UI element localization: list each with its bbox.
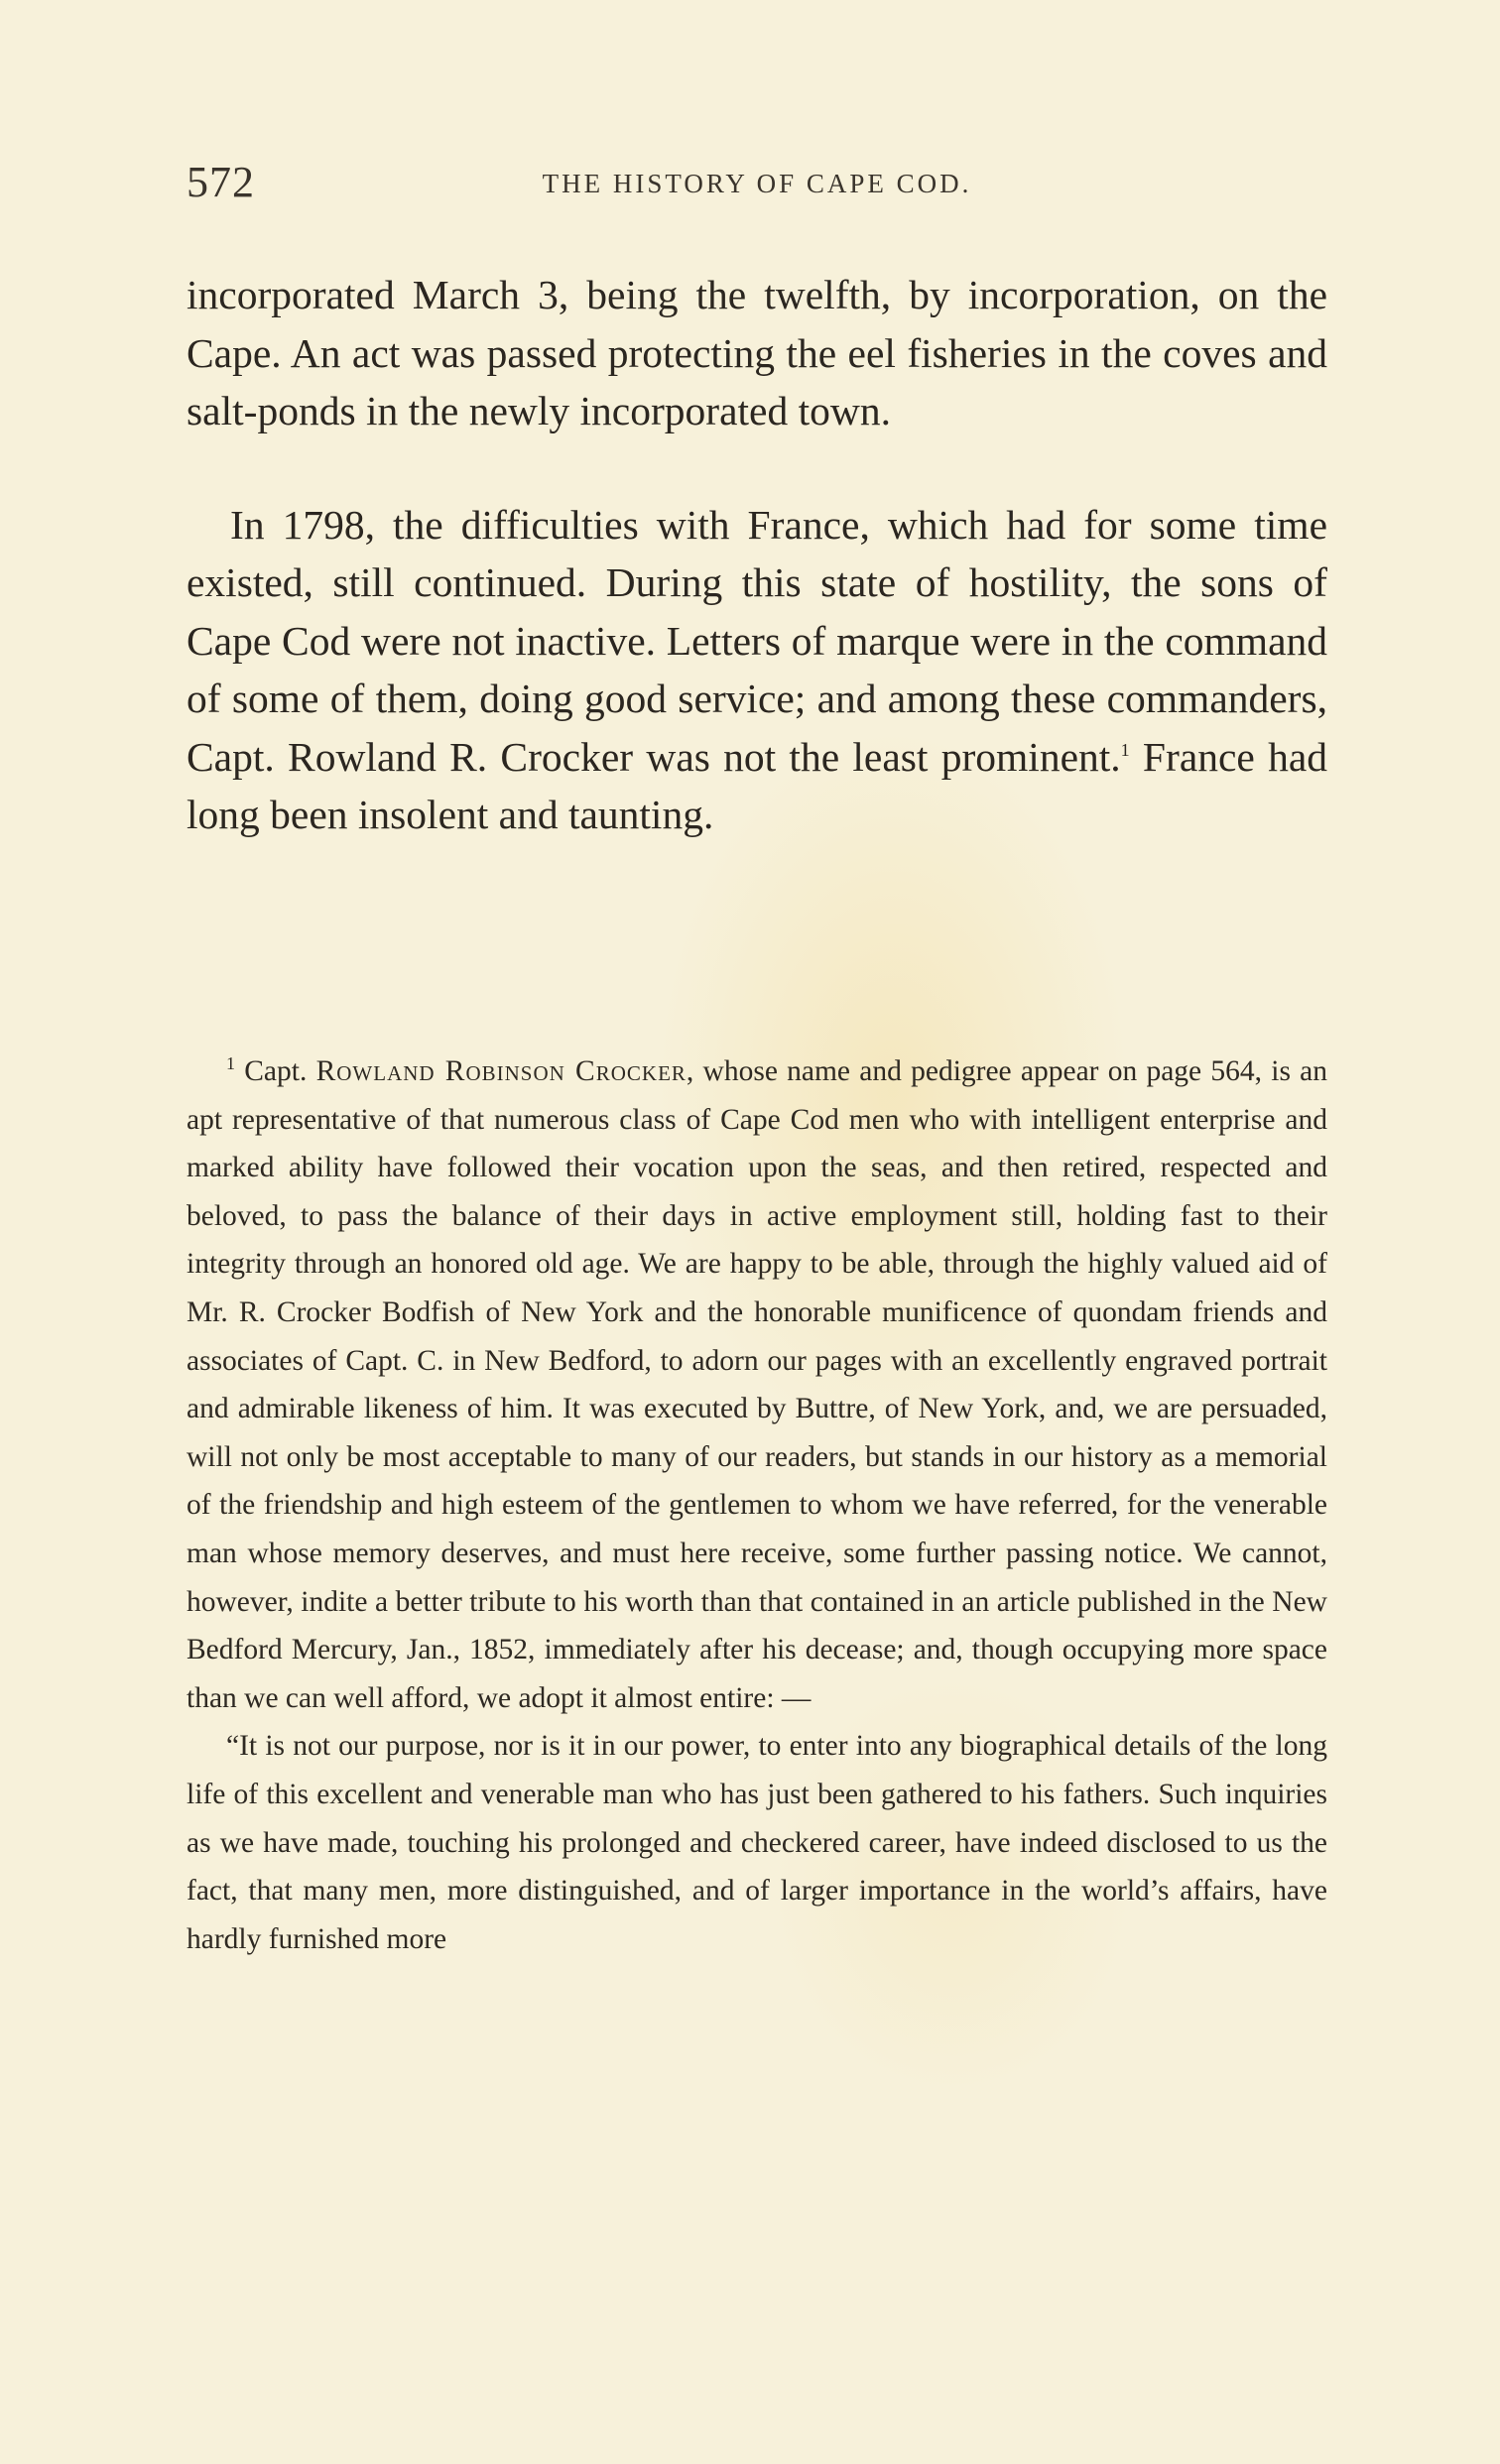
- footnote-lead: Capt.: [244, 1055, 316, 1087]
- footnote-quote: “It is not our purpose, nor is it in our power, to enter into any biographical details of the long life of this excellent and venerable man who has just been gathered to his fathers. Such inquiries as we have made, touching his prolonged and checkered career, have indeed disclosed to us the fact, that many men, more distinguished, and of larger importance in the world’s affairs, have hardly furnished more: [187, 1730, 1327, 1955]
- paragraph-france-text: In 1798, the difficulties with France, which had for some time existed, still continued. During this state of hostility, the sons of Cape Cod were not inactive. Letters of marque were in the command of some of them, doing good service; and among these commanders, Capt. Rowland R. Crocker was not the least prominent.: [187, 501, 1327, 780]
- paragraph-france-1798: [187, 496, 1327, 844]
- running-title: THE HISTORY OF CAPE COD.: [542, 169, 972, 198]
- paragraph-incorporation: incorporated March 3, being the twelfth, by incorporation, on the Cape. An act was passed protecting the eel fisheries in the coves and salt-ponds in the newly incorporated town.: [187, 272, 1327, 433]
- footnote-reference: 1: [1120, 739, 1130, 760]
- footnote-person-name: Rowland Robinson Crocker: [315, 1055, 687, 1087]
- main-text: [187, 266, 1327, 844]
- footnote-marker: 1: [226, 1053, 235, 1074]
- footnote-1: [187, 1047, 1327, 1722]
- footnote-section: [187, 1047, 1327, 1963]
- page-number: 572: [187, 158, 255, 206]
- footnote-text: , whose name and pedigree appear on page 564, is an apt representative of that numerous class of Cape Cod men who with intelligent enterprise and marked ability have followed their vocation upon the seas, and then retired, respected and beloved, to pass the balance of their days in active employment still, holding fast to their integrity through an honored old age. We are happy to be able, through the highly valued aid of Mr. R. Crocker Bodfish of New York and the honorable munificence of quondam friends and associates of Capt. C. in New Bedford, to adorn our pages with an excellently engraved portrait and admirable likeness of him. It was executed by Buttre, of New York, and, we are persuaded, will not only be most acceptable to many of our readers, but stands in our history as a memorial of the friendship and high esteem of the gentlemen to whom we have referred, for the venerable man whose memory deserves, and must here receive, some further passing notice. We cannot, however, indite a better tribute to his worth than that contained in an article published in the New Bedford Mercury, Jan., 1852, immediately after his decease; and, though occupying more space than we can well afford, we adopt it almost entire: —: [187, 1055, 1328, 1714]
- page-header: [187, 157, 1327, 216]
- paragraph-france-text-end: France had long been insolent and taunting.: [187, 733, 1327, 837]
